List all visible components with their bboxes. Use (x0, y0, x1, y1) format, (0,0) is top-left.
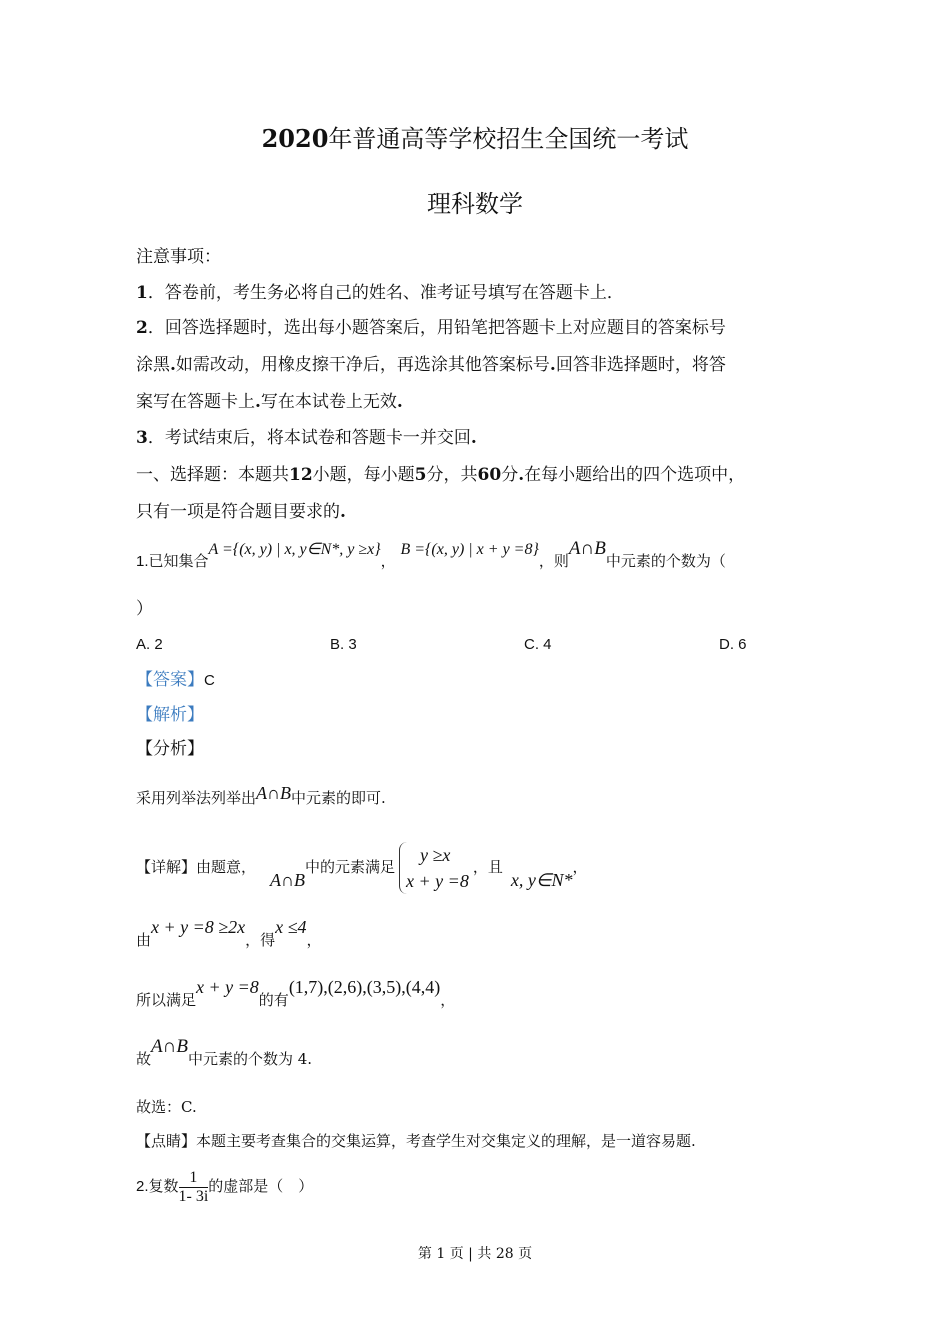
sec-num: 5 (414, 465, 427, 485)
option-b: B. 3 (330, 636, 357, 653)
sec-text: 一、选择题：本题共 (136, 465, 289, 485)
page-title (0, 124, 950, 153)
text: 的有 (258, 991, 289, 1009)
text: 页 (518, 1246, 533, 1262)
set-a-formula: A ={(x, y) | x, y∈N*, y ≥x} (208, 541, 381, 558)
note-2-cont2: 案写在答题卡上.写在本试卷上无效. (136, 392, 403, 412)
answer-value: C (204, 672, 215, 689)
note-text: 案写在答题卡上 (136, 392, 255, 412)
text: 页 | 共 (449, 1246, 492, 1262)
text: 第 (417, 1246, 432, 1262)
q1-prefix: 1.已知集合 (136, 553, 209, 570)
intersection-formula: A∩B (151, 1036, 188, 1057)
total-pages: 28 (495, 1246, 514, 1262)
note-num: 1 (136, 283, 148, 303)
fenxi-text (136, 783, 386, 809)
detail-line (136, 842, 588, 894)
note-2 (136, 317, 726, 339)
title-text: 年普通高等学校招生全国统一考试 (328, 125, 689, 153)
conclusion-line (136, 1036, 313, 1070)
denominator: 1- 3i (178, 1187, 209, 1205)
page-footer (0, 1243, 950, 1265)
intersection-formula: A∩B (256, 783, 292, 803)
text: 故 (136, 1050, 152, 1068)
text: 中元素的个数为 4. (187, 1050, 313, 1068)
equation-formula: x + y =8 (196, 977, 259, 997)
system-of-equations (399, 842, 469, 894)
text: ，且 (472, 858, 503, 876)
sec-text: 分 (501, 465, 519, 485)
note-text: 回答非选择题时，将答 (555, 355, 726, 375)
comma: ， (380, 552, 396, 570)
page-subtitle: 理科数学 (427, 190, 523, 218)
note-num: 3 (136, 428, 148, 448)
set-b-formula: B ={(x, y) | x + y =8} (400, 541, 539, 558)
note-1 (136, 282, 624, 304)
comment-tag: 【点睛】 (136, 1132, 197, 1150)
text: 中的元素满足 (305, 858, 396, 876)
q2-prefix: 2.复数 (136, 1178, 179, 1195)
text: 本题主要考查集合的交集运算，考查学生对交集定义的理解，是一道容易题. (196, 1132, 696, 1150)
question-2 (136, 1166, 313, 1207)
notes-heading: 注意事项： (136, 247, 221, 267)
question-1 (136, 538, 726, 573)
text: 所以满足 (136, 991, 197, 1009)
text: 由题意， (196, 858, 257, 876)
sec-text: 在每小题给出的四个选项中， (524, 465, 746, 485)
text: ， (572, 858, 588, 876)
section-heading: 一、选择题：本题共12小题，每小题5分，共60分.在每小题给出的四个选项中， (136, 465, 746, 485)
page-number: 1 (436, 1246, 446, 1262)
domain-formula: x, y∈N* (510, 870, 573, 890)
q1-close-paren: ） (136, 599, 153, 619)
text: 由 (136, 931, 152, 949)
fenxi-tag: 【分析】 (136, 739, 204, 759)
fraction (179, 1169, 209, 1206)
option-c: C. 4 (524, 636, 552, 653)
note-num: 2 (136, 318, 148, 338)
pairs-formula: (1,7),(2,6),(3,5),(4,4) (288, 977, 441, 997)
title-year: 2020 (261, 124, 329, 153)
intersection-formula: A∩B (270, 870, 306, 890)
note-text: ．考试结束后，将本试卷和答题卡一并交回 (147, 428, 471, 448)
inequality-formula: x + y =8 ≥2x (151, 917, 246, 937)
equation: x + y =8 (406, 871, 469, 891)
text: ， (440, 991, 456, 1009)
pairs-line (136, 977, 456, 1011)
choose-line: 故选：C. (136, 1098, 197, 1116)
note-3: 3．考试结束后，将本试卷和答题卡一并交回. (136, 428, 477, 448)
answer-tag: 【答案】 (136, 670, 204, 690)
q1-suffix: 中元素的个数为（ (605, 552, 726, 570)
q1-then: ，则 (538, 552, 569, 570)
inequality-formula: x ≤4 (275, 917, 307, 937)
sec-num: 12 (289, 465, 313, 485)
sec-text: 分，共 (426, 465, 478, 485)
intersection-formula: A∩B (568, 538, 606, 559)
comment-line (136, 1130, 696, 1152)
note-text: ．回答选择题时，选出每小题答案后，用铅笔把答题卡上对应题目的答案标号 (147, 318, 726, 338)
answer-line (136, 669, 215, 692)
sec-text: 只有一项是符合题目要求的 (136, 502, 340, 522)
note-text: 如需改动，用橡皮擦干净后，再选涂其他答案标号 (175, 355, 550, 375)
note-text: 写在本试卷上无效 (260, 392, 397, 412)
text: ， (306, 931, 322, 949)
option-a: A. 2 (136, 636, 163, 653)
note-text: ．答卷前，考生务必将自己的姓名、准考证号填写在答题卡上． (147, 283, 624, 303)
note-text: 涂黑 (136, 355, 170, 375)
q2-suffix: 的虚部是（ ） (208, 1177, 314, 1195)
numerator: 1 (179, 1169, 209, 1188)
sec-text: 小题，每小题 (312, 465, 415, 485)
section-heading-cont: 只有一项是符合题目要求的. (136, 502, 346, 522)
equation: y ≥x (420, 845, 451, 865)
option-d: D. 6 (719, 636, 747, 653)
analysis-tag: 【解析】 (136, 705, 204, 725)
text: 采用列举法列举出 (136, 789, 257, 807)
sec-num: 60 (477, 465, 502, 485)
text: ，得 (245, 931, 276, 949)
derivation-line (136, 917, 322, 951)
detail-tag: 【详解】 (136, 858, 197, 876)
note-2-cont: 涂黑.如需改动，用橡皮擦干净后，再选涂其他答案标号.回答非选择题时，将答 (136, 355, 726, 375)
text: 中元素的即可. (291, 789, 386, 807)
